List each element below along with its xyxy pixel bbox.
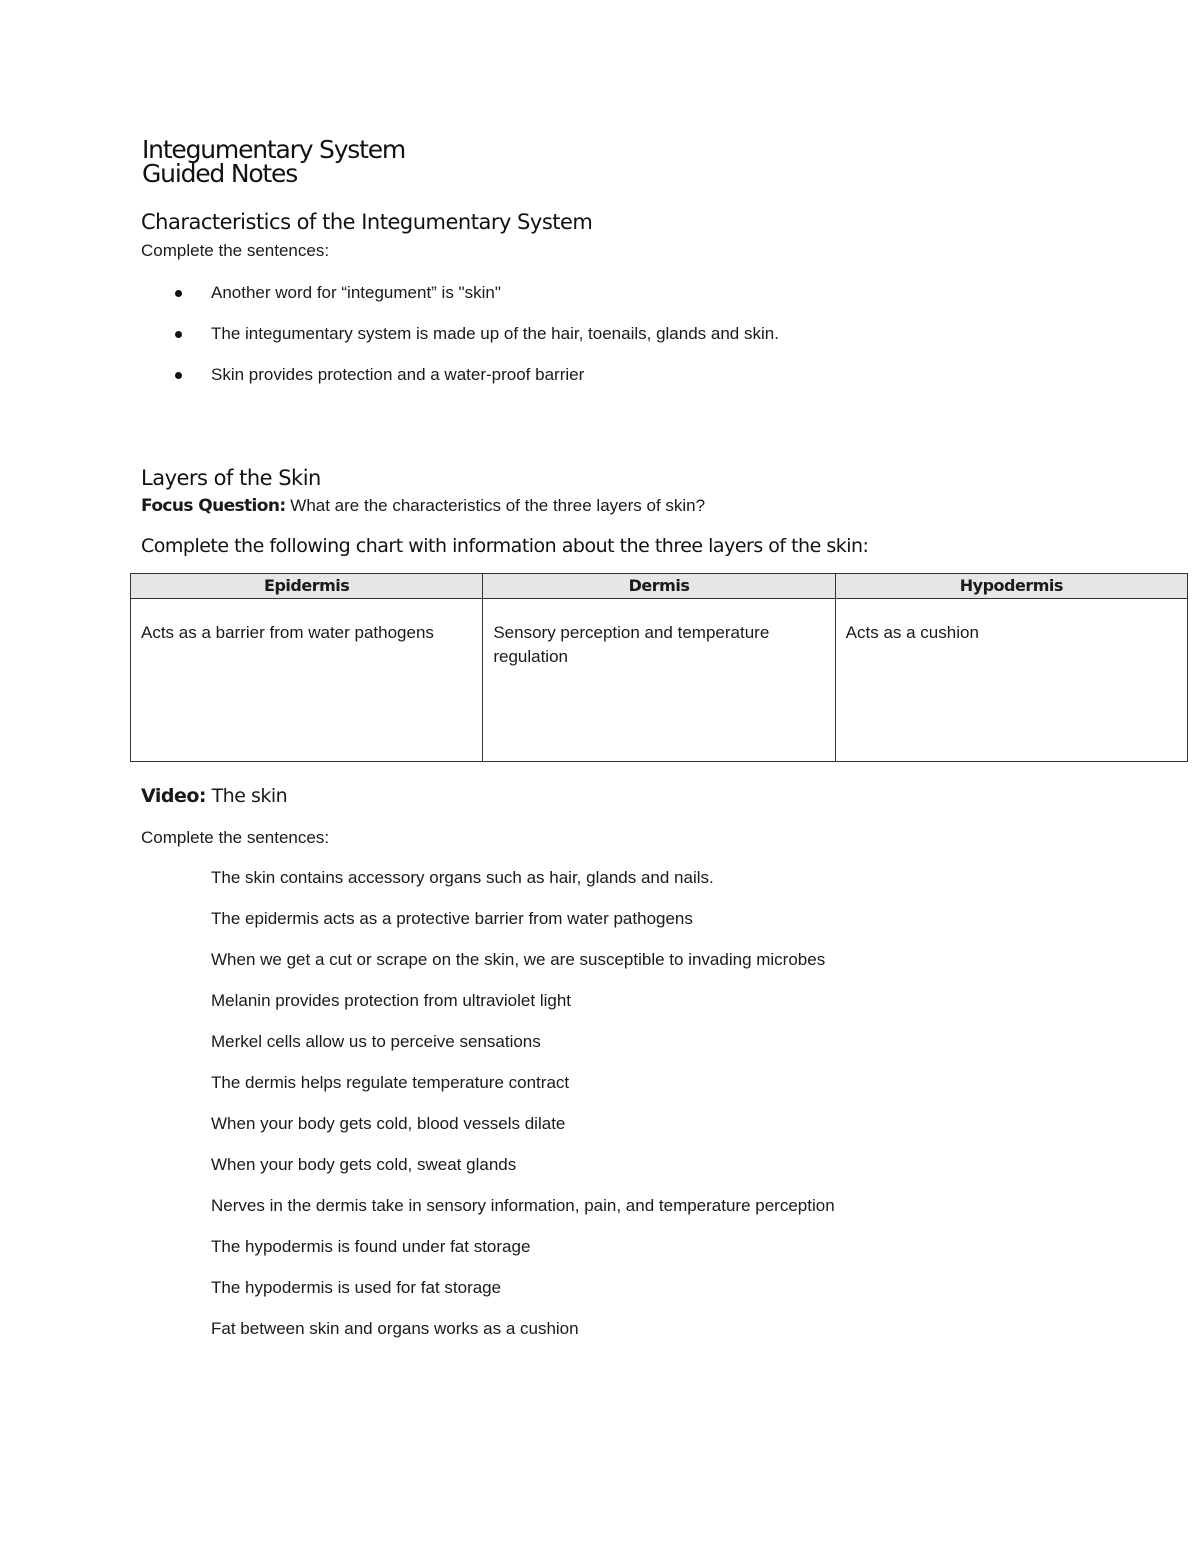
video-title: The skin [206,785,288,807]
list-item: When your body gets cold, blood vessels dilate [211,1114,566,1133]
bullet-item [173,364,779,405]
list-item: Fat between skin and organs works as a cushion [211,1319,579,1338]
list-item: The epidermis acts as a protective barrier from water pathogens [211,909,693,928]
list-item: The skin contains accessory organs such as hair, glands and nails. [211,868,714,887]
list-item: Melanin provides protection from ultraviolet light [211,991,572,1010]
document-subtitle: Guided Notes [142,159,298,188]
video-instruction: Complete the sentences: [141,828,330,847]
focus-question [141,495,705,517]
header-hypodermis: Hypodermis [835,574,1187,599]
focus-question-text: What are the characteristics of the three layers of skin? [285,496,706,515]
list-item: Merkel cells allow us to perceive sensations [211,1032,541,1051]
characteristics-bullet-list [173,282,779,405]
bullet-text: Another word for “integument” is "skin" [211,283,501,302]
list-item: The hypodermis is used for fat storage [211,1278,502,1297]
header-epidermis: Epidermis [131,574,483,599]
cell-epidermis: Acts as a barrier from water pathogens [131,599,483,762]
list-item: The hypodermis is found under fat storage [211,1237,531,1256]
characteristics-instruction: Complete the sentences: [141,241,330,260]
bullet-item [173,282,779,323]
list-item: Nerves in the dermis take in sensory information, pain, and temperature perception [211,1196,835,1215]
bullet-item [173,323,779,364]
list-item: When we get a cut or scrape on the skin, we are susceptible to invading microbes [211,950,826,969]
bullet-text: Skin provides protection and a water-proof barrier [211,365,585,384]
header-dermis: Dermis [483,574,835,599]
cell-dermis: Sensory perception and temperature regulation [483,599,835,762]
bullet-icon [175,290,182,297]
list-item: The dermis helps regulate temperature contract [211,1073,570,1092]
bullet-icon [175,331,182,338]
chart-instruction: Complete the following chart with information about the three layers of the skin: [141,535,869,557]
bullet-text: The integumentary system is made up of the hair, toenails, glands and skin. [211,324,779,343]
table-row [131,599,1188,762]
video-heading [141,784,287,808]
video-label: Video: [141,785,207,807]
video-sentence-list [211,867,835,1359]
table-header-row [131,574,1188,599]
layers-heading: Layers of the Skin [141,466,321,490]
skin-layers-table [130,573,1188,762]
list-item: When your body gets cold, sweat glands [211,1155,517,1174]
document-title: Integumentary System [142,135,406,164]
characteristics-heading: Characteristics of the Integumentary System [141,210,593,234]
focus-question-label: Focus Question: [141,496,286,516]
cell-hypodermis: Acts as a cushion [835,599,1187,762]
bullet-icon [175,372,182,379]
